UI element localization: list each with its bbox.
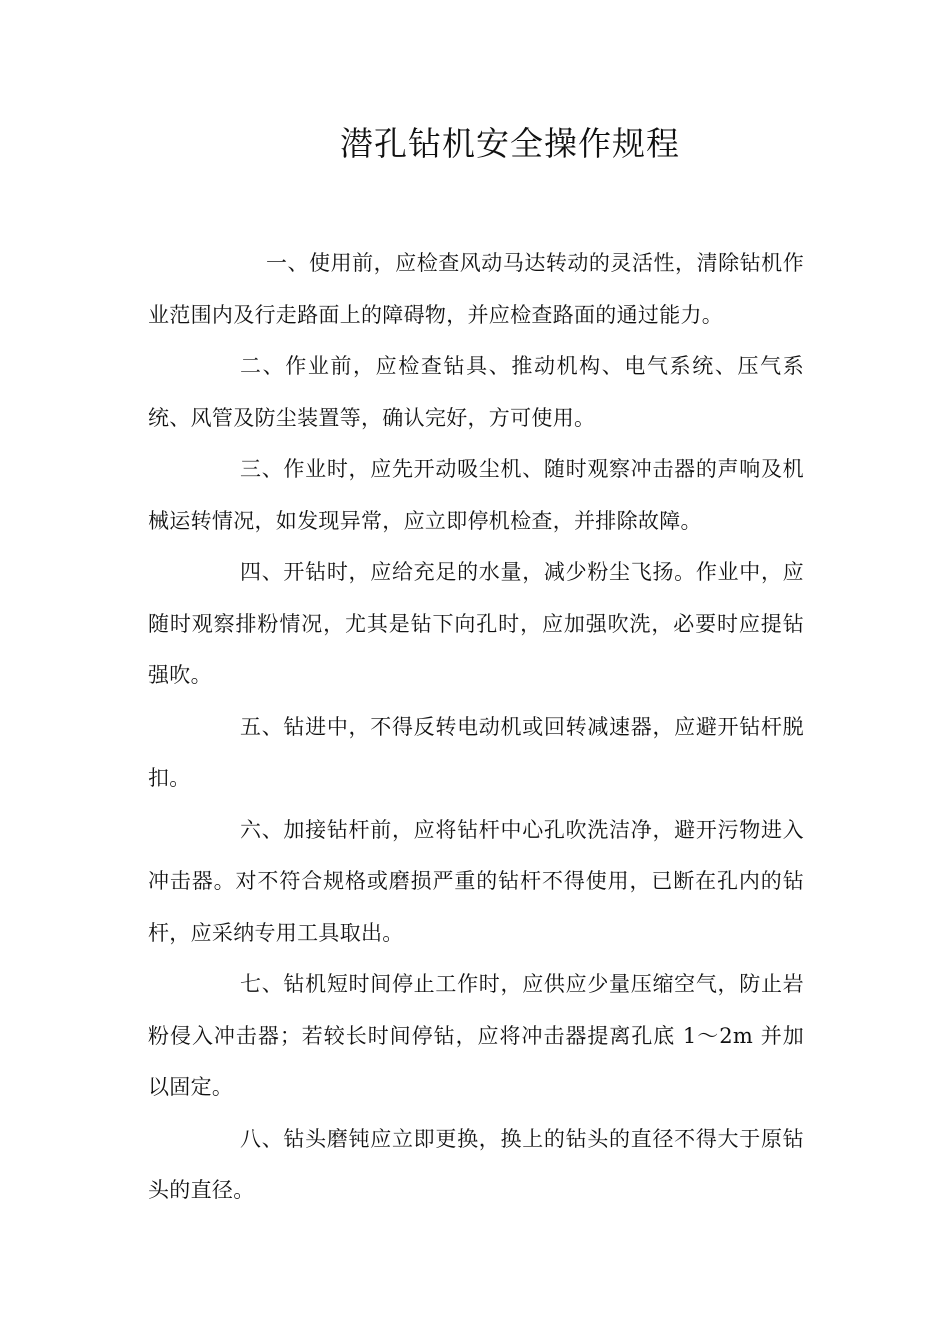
document-body [148,238,804,1217]
paragraph-6: 六、加接钻杆前，应将钻杆中心孔吹洗洁净，避开污物进入冲击器。对不符合规格或磨损严重的钻杆不得使用，已断在孔内的钻杆，应采纳专用工具取出。 [148,817,804,945]
paragraph-2: 二、作业前，应检查钻具、推动机构、电气系统、压气系统、风管及防尘装置等，确认完好，方可使用。 [148,354,804,430]
document-title: 潜孔钻机安全操作规程 [340,124,680,163]
paragraph-5: 五、钻进中，不得反转电动机或回转减速器，应避开钻杆脱扣。 [148,714,804,790]
paragraph-8: 八、钻头磨钝应立即更换，换上的钻头的直径不得大于原钻头的直径。 [148,1126,804,1202]
paragraph-7: 七、钻机短时间停止工作时，应供应少量压缩空气，防止岩粉侵入冲击器；若较长时间停钻，应将冲击器提离孔底 1～2m 并加以固定。 [148,972,804,1099]
paragraph-3: 三、作业时，应先开动吸尘机、随时观察冲击器的声响及机械运转情况，如发现异常，应立即停机检查，并排除故障。 [148,457,804,533]
paragraph-1: 一、使用前，应检查风动马达转动的灵活性，清除钻机作业范围内及行走路面上的障碍物，并应检查路面的通过能力。 [148,251,804,327]
paragraph-4: 四、开钻时，应给充足的水量，减少粉尘飞扬。作业中，应随时观察排粉情况，尤其是钻下向孔时，应加强吹洗，必要时应提钻强吹。 [148,560,804,687]
